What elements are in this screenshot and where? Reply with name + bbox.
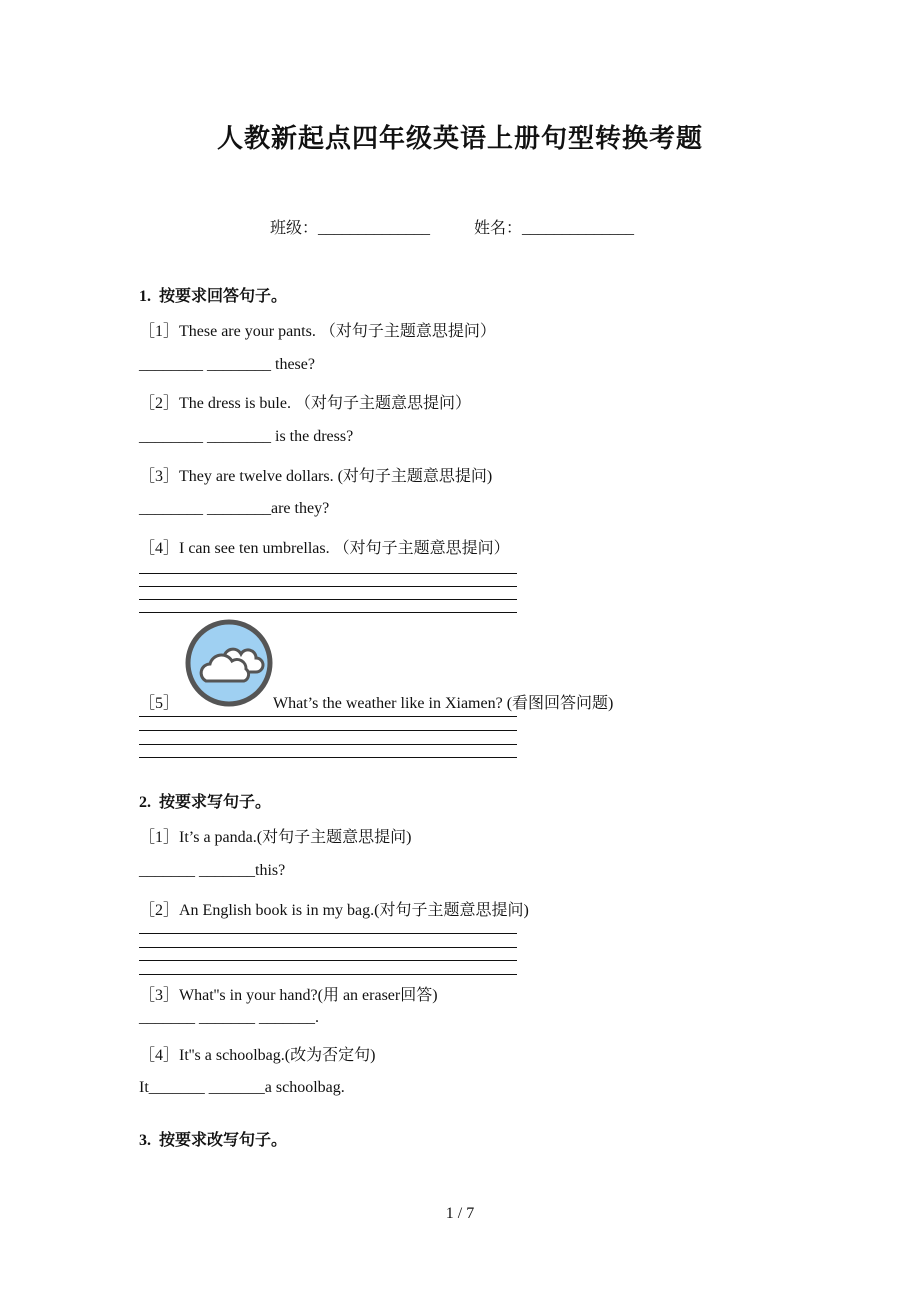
section-title: 按要求改写句子。 [159,1132,288,1149]
answer-line[interactable] [139,960,517,961]
question-1-3-prompt: ［3］They are twelve dollars. (对句子主题意思提问) [139,468,493,485]
answer-line[interactable] [139,612,517,613]
answer-line[interactable] [139,947,517,948]
question-1-2-prompt: ［2］The dress is bule. （对句子主题意思提问） [139,395,471,412]
section-number: 2. [139,794,151,811]
question-2-3-answer[interactable]: _______ _______ _______. [139,1009,319,1026]
name-blank[interactable]: ______________ [522,220,635,237]
class-blank[interactable]: ______________ [318,220,431,237]
name-field [474,215,634,238]
question-2-2-prompt: ［2］An English book is in my bag.(对句子主题意思提问) [139,902,529,919]
question-1-1-prompt: ［1］These are your pants. （对句子主题意思提问） [139,323,496,340]
question-1-3-answer[interactable]: ________ ________are they? [139,500,330,517]
section-title: 按要求回答句子。 [159,288,288,305]
answer-line[interactable] [139,744,517,745]
answer-line[interactable] [139,933,517,934]
section-number: 1. [139,288,151,305]
section-number: 3. [139,1132,151,1149]
answer-line[interactable] [139,716,517,717]
question-1-4-prompt: ［4］I can see ten umbrellas. （对句子主题意思提问） [139,540,510,557]
answer-line[interactable] [139,573,517,574]
question-2-4-answer[interactable]: It_______ _______a schoolbag. [139,1079,345,1096]
name-label: 姓名： [474,220,523,237]
question-1-1-answer[interactable]: ________ ________ these? [139,356,315,373]
question-2-3-prompt: ［3］What''s in your hand?(用 an eraser回答) [139,987,438,1004]
question-2-1-prompt: ［1］It’s a panda.(对句子主题意思提问) [139,829,412,846]
question-1-5-prompt: What’s the weather like in Xiamen? (看图回答问题) [273,695,614,712]
answer-line[interactable] [139,599,517,600]
class-field [270,215,430,238]
weather-picture [184,618,274,708]
answer-line[interactable] [139,757,517,758]
question-1-2-answer[interactable]: ________ ________ is the dress? [139,428,354,445]
answer-line[interactable] [139,974,517,975]
section-1-heading [139,283,287,306]
answer-line[interactable] [139,586,517,587]
section-2-heading [139,789,271,812]
answer-line[interactable] [139,730,517,731]
page-title: 人教新起点四年级英语上册句型转换考题 [216,124,703,154]
page-number: 1 / 7 [445,1205,475,1222]
section-title: 按要求写句子。 [159,794,272,811]
question-2-1-answer[interactable]: _______ _______this? [139,862,286,879]
section-3-heading [139,1127,287,1150]
cloud-icon [184,618,274,708]
question-2-4-prompt: ［4］It''s a schoolbag.(改为否定句) [139,1047,376,1064]
question-1-5-number: ［5］ [139,695,180,712]
class-label: 班级： [270,220,319,237]
